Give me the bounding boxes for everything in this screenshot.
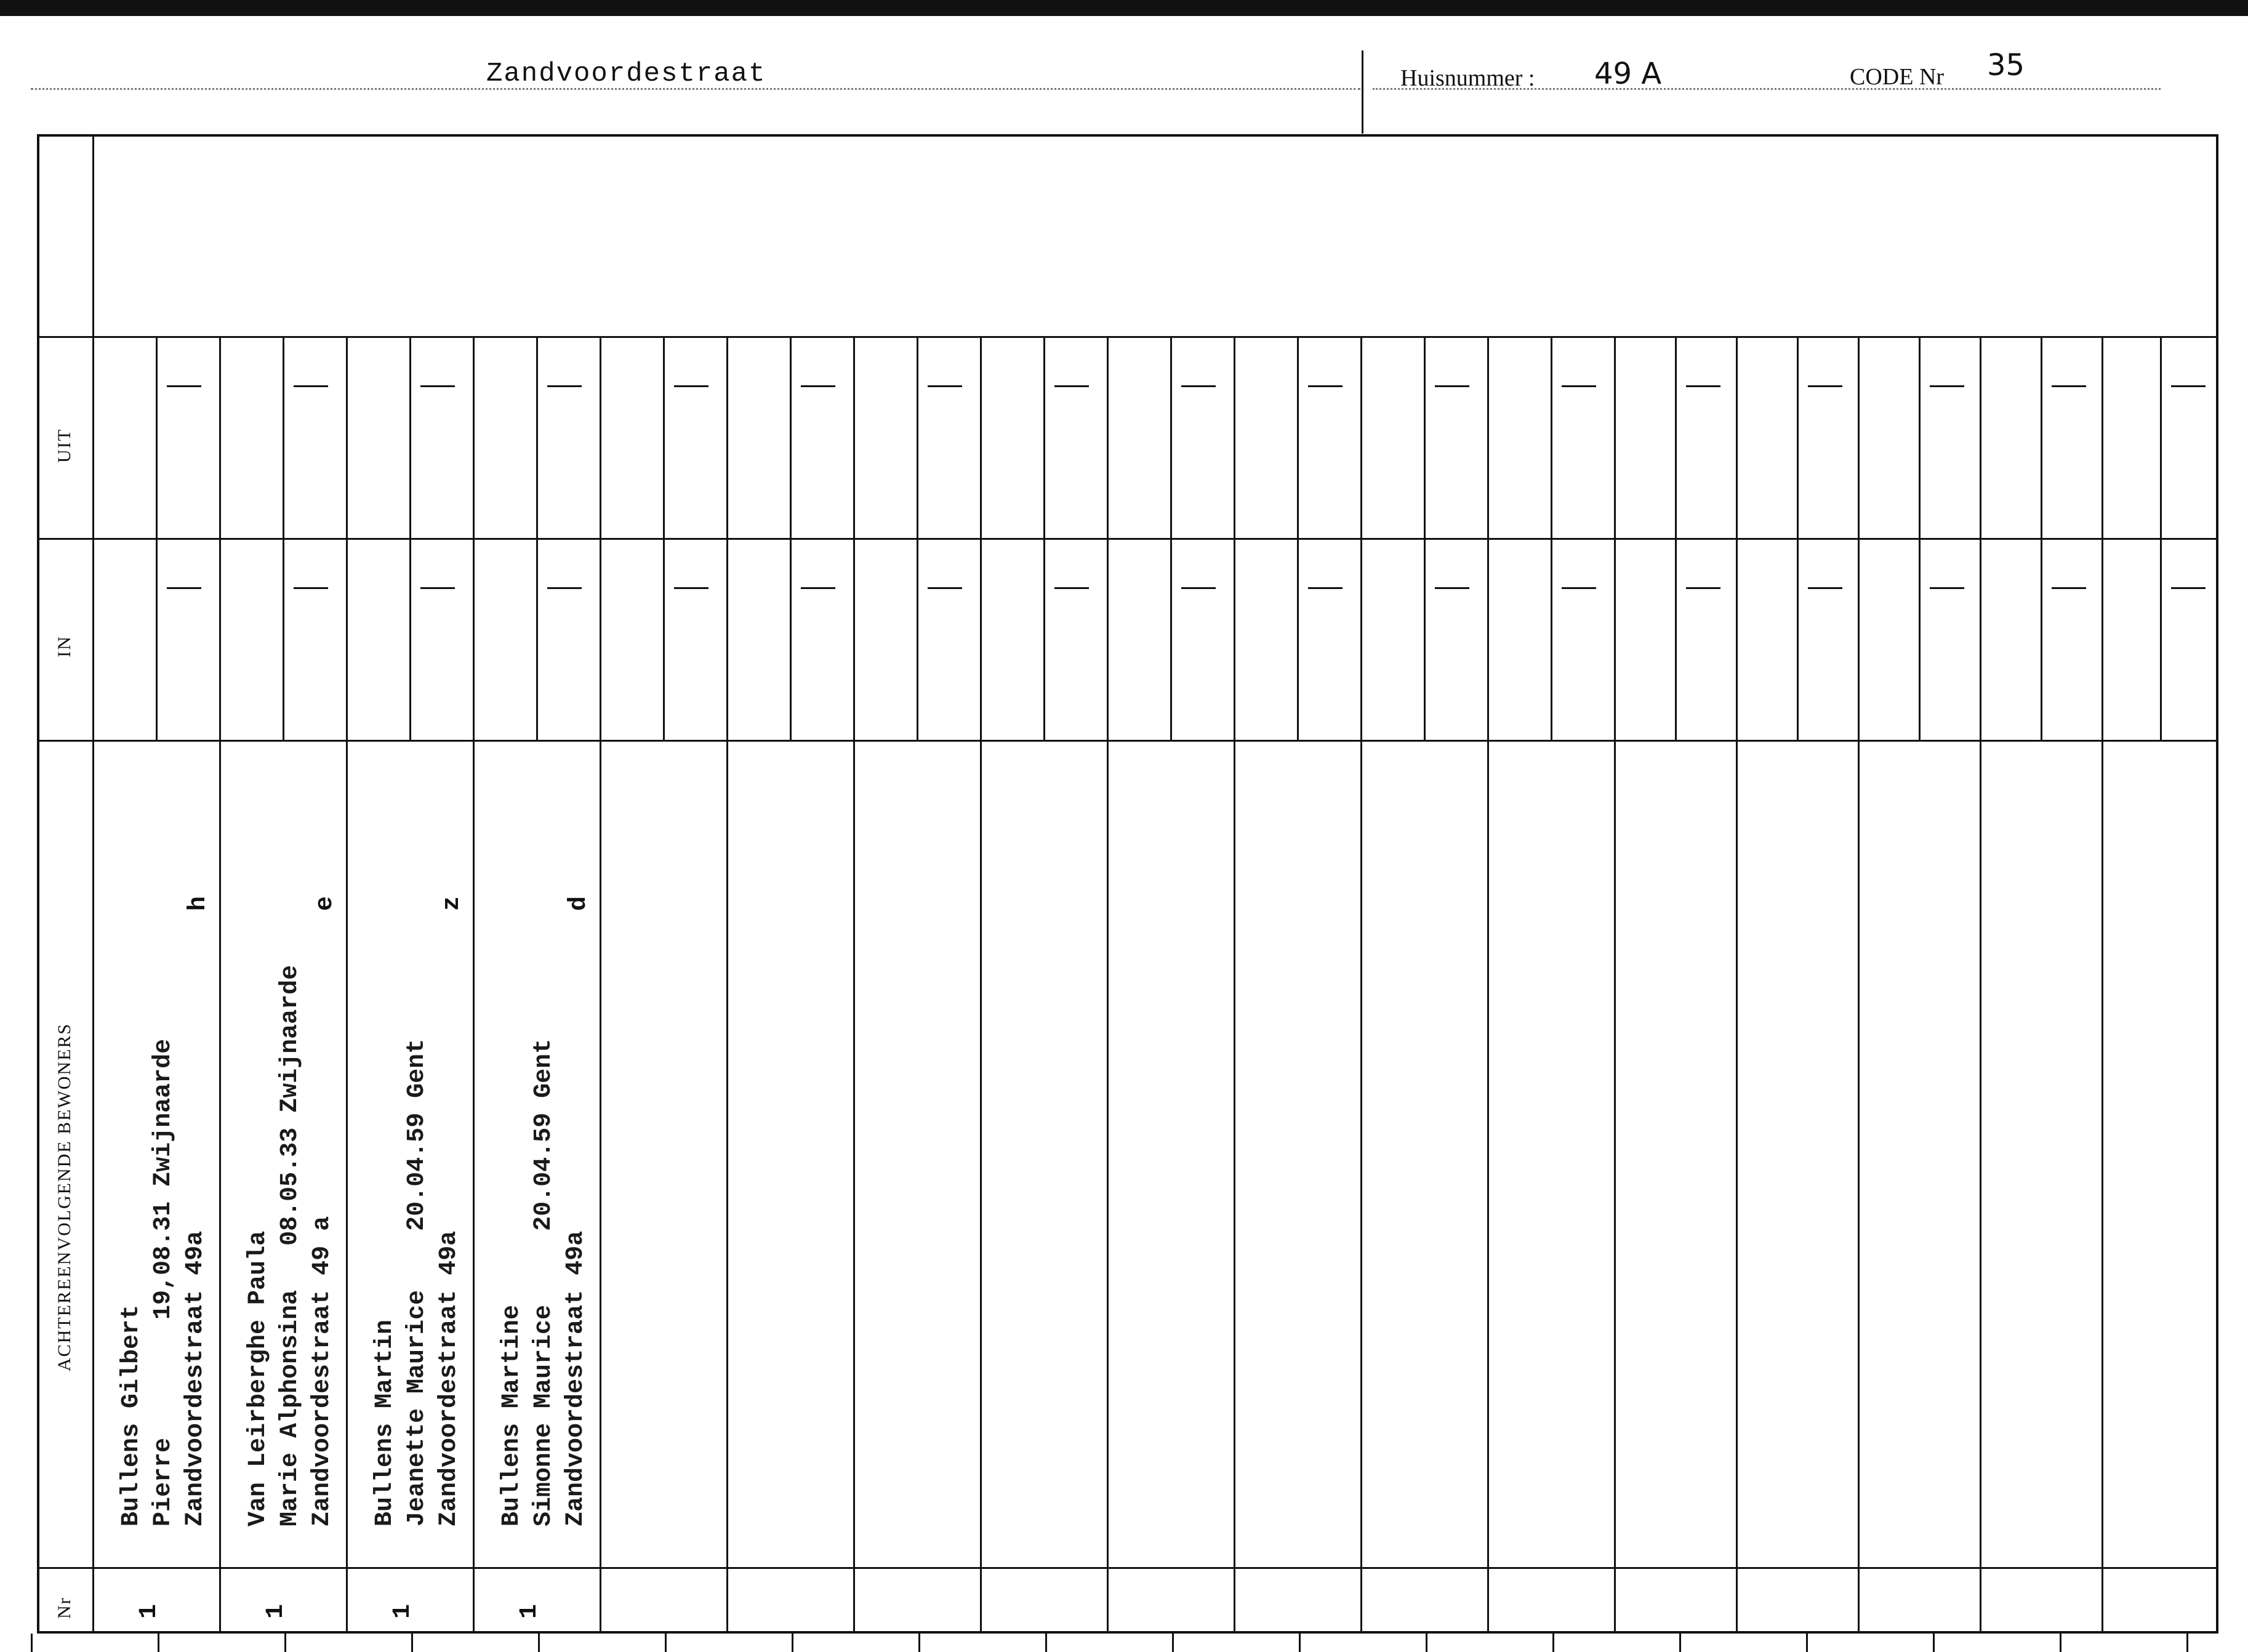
date-dash (2171, 385, 2206, 387)
house-number-label: Huisnummer : (1400, 65, 1535, 91)
resident-mark-3: z (438, 896, 466, 911)
row-divider-residents-top (37, 740, 2218, 742)
date-dash (928, 587, 962, 589)
column-divider (600, 336, 601, 1634)
date-dash (928, 385, 962, 387)
row-label-uit: UIT (54, 428, 74, 463)
sub-column-divider (1675, 336, 1677, 740)
date-dash (1054, 385, 1089, 387)
date-dash (1562, 385, 1596, 387)
sub-column-divider (790, 336, 792, 740)
date-dash (1686, 385, 1720, 387)
bottom-tick (1426, 1634, 1427, 1652)
sub-column-divider (2160, 336, 2162, 740)
bottom-tick (1806, 1634, 1808, 1652)
sub-column-divider (1919, 336, 1921, 740)
resident-line: Zandvoordestraat 49 a (308, 1216, 336, 1526)
code-value: 35 (1987, 48, 2025, 82)
date-dash (420, 385, 455, 387)
nr-value-4: 1 (516, 1603, 544, 1619)
sub-column-divider (409, 336, 411, 740)
resident-line: Zandvoordestraat 49a (182, 1230, 209, 1526)
date-dash (547, 385, 582, 387)
resident-entry-3 (369, 1039, 465, 1526)
column-divider (219, 336, 221, 1634)
resident-line: Marie Alphonsina 08.05.33 Zwijnaarde (276, 964, 304, 1526)
resident-line: Pierre 19,08.31 Zwijnaarde (150, 1038, 177, 1526)
sub-column-divider (283, 336, 284, 740)
resident-line: Simonne Maurice 20.04.59 Gent (530, 1038, 558, 1526)
date-dash (1808, 385, 1842, 387)
column-divider (1858, 336, 1860, 1634)
date-dash (1054, 587, 1089, 589)
column-divider (1980, 336, 1981, 1634)
column-divider (1614, 336, 1616, 1634)
sub-column-divider (1170, 336, 1172, 740)
date-dash (2052, 385, 2086, 387)
resident-entry-4 (496, 1039, 592, 1526)
bottom-tick (1933, 1634, 1935, 1652)
street-name: Zandvoordestraat (486, 58, 766, 89)
bottom-tick (2186, 1634, 2188, 1652)
bottom-tick (1552, 1634, 1554, 1652)
date-dash (294, 385, 328, 387)
date-dash (1562, 587, 1596, 589)
header-separator (1362, 50, 1363, 134)
resident-line: Van Leirberghe Paula (244, 1230, 272, 1526)
nr-value-3: 1 (389, 1603, 417, 1619)
column-divider (726, 336, 728, 1634)
date-dash (1181, 587, 1216, 589)
column-divider (1736, 336, 1738, 1634)
top-edge-bar (0, 0, 2248, 16)
row-divider-in-top (37, 538, 2218, 540)
bottom-tick (665, 1634, 667, 1652)
date-dash (674, 587, 709, 589)
resident-entry-2 (243, 965, 339, 1526)
house-number-value: 49 A (1594, 57, 1662, 91)
bottom-tick (1045, 1634, 1047, 1652)
sub-column-divider (1797, 336, 1799, 740)
sub-column-divider (1424, 336, 1426, 740)
sub-column-divider (1043, 336, 1045, 740)
code-label: CODE Nr (1850, 64, 1945, 90)
bottom-tick (1299, 1634, 1301, 1652)
column-divider (1360, 336, 1362, 1634)
row-label-nr: Nr (54, 1597, 74, 1619)
date-dash (1308, 587, 1343, 589)
sub-column-divider (536, 336, 538, 740)
resident-mark-2: e (311, 896, 339, 911)
nr-value-2: 1 (262, 1603, 290, 1619)
date-dash (1808, 587, 1842, 589)
bottom-tick (31, 1634, 33, 1652)
date-dash (1930, 587, 1964, 589)
column-divider (1234, 336, 1235, 1634)
label-column-divider (92, 134, 94, 1634)
resident-mark-4: d (565, 896, 593, 911)
date-dash (167, 385, 201, 387)
bottom-tick (158, 1634, 159, 1652)
sub-column-divider (1551, 336, 1552, 740)
nr-value-1: 1 (135, 1603, 163, 1619)
row-divider-nr-top (37, 1567, 2218, 1569)
bottom-tick (284, 1634, 286, 1652)
date-dash (801, 587, 835, 589)
bottom-tick (2060, 1634, 2061, 1652)
date-dash (2171, 587, 2206, 589)
resident-line: Bullens Martin (371, 1319, 399, 1526)
bottom-tick (1679, 1634, 1681, 1652)
date-dash (1308, 385, 1343, 387)
date-dash (1930, 385, 1964, 387)
date-dash (547, 587, 582, 589)
date-dash (294, 587, 328, 589)
register-table (37, 134, 2218, 1634)
date-dash (674, 385, 709, 387)
sub-column-divider (1297, 336, 1299, 740)
sub-column-divider (156, 336, 158, 740)
sub-column-divider (663, 336, 665, 740)
date-dash (1435, 587, 1469, 589)
date-dash (420, 587, 455, 589)
date-dash (1181, 385, 1216, 387)
date-dash (801, 385, 835, 387)
row-label-residents: ACHTEREENVOLGENDE BEWONERS (54, 1022, 74, 1371)
bottom-tick (538, 1634, 540, 1652)
sub-column-divider (2041, 336, 2042, 740)
sub-column-divider (917, 336, 918, 740)
resident-line: Zandvoordestraat 49a (435, 1230, 463, 1526)
bottom-tick (792, 1634, 793, 1652)
resident-line: Jeanette Maurice 20.04.59 Gent (403, 1038, 431, 1526)
resident-line: Bullens Martine (498, 1304, 526, 1526)
date-dash (2052, 587, 2086, 589)
resident-mark-1: h (185, 896, 212, 911)
bottom-tick (1172, 1634, 1174, 1652)
column-divider (853, 336, 855, 1634)
resident-entry-1 (116, 1039, 212, 1526)
bottom-tick (918, 1634, 920, 1652)
row-label-in: IN (54, 635, 74, 657)
resident-line: Zandvoordestraat 49a (562, 1230, 590, 1526)
date-dash (1686, 587, 1720, 589)
date-dash (167, 587, 201, 589)
date-dash (1435, 385, 1469, 387)
resident-line: Bullens Gilbert (118, 1304, 145, 1526)
bottom-tick (411, 1634, 413, 1652)
column-divider (1107, 336, 1109, 1634)
column-divider (980, 336, 982, 1634)
row-divider-uit-top (37, 336, 2218, 338)
column-divider (346, 336, 348, 1634)
column-divider (1487, 336, 1489, 1634)
column-divider (2101, 336, 2103, 1634)
column-divider (473, 336, 475, 1634)
